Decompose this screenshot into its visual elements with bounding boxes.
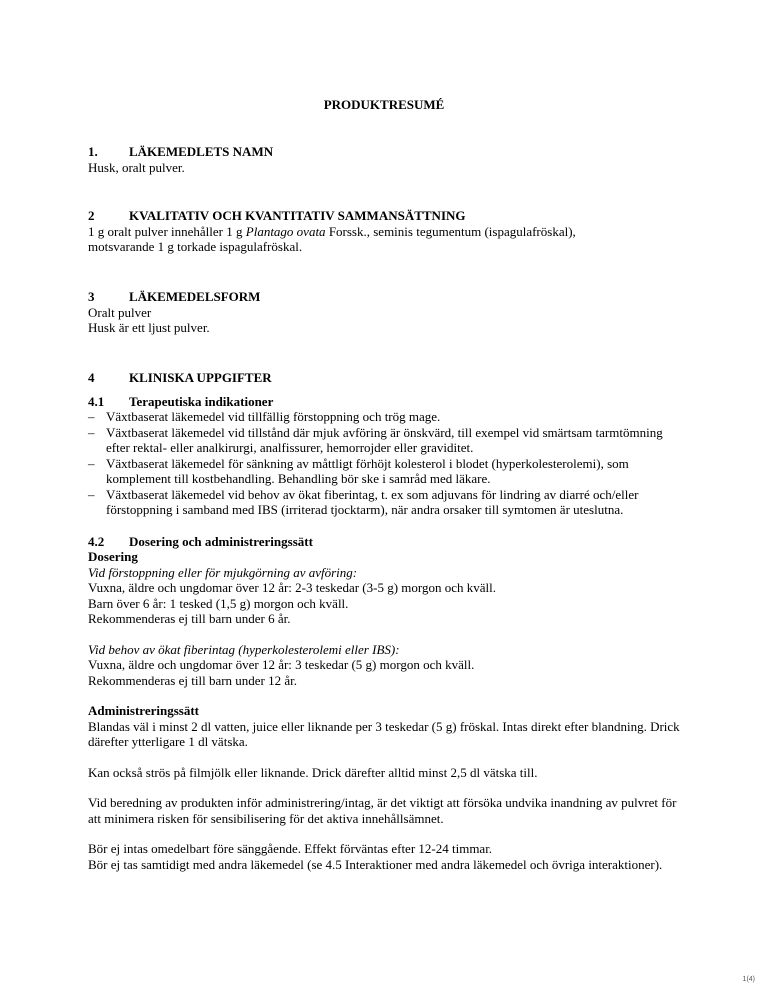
page-number: 1(4) xyxy=(742,975,755,983)
composition-part: 1 g oralt pulver innehåller 1 g xyxy=(88,223,246,239)
section-number: 2 xyxy=(88,208,95,223)
dosage-line: Barn över 6 år: 1 tesked (1,5 g) morgon och kväll. xyxy=(88,595,349,611)
section-1 xyxy=(88,144,688,175)
subsection-title: Terapeutiska indikationer xyxy=(129,393,274,409)
list-item: – Växtbaserat läkemedel vid behov av ökat fiberintag, t. ex som adjuvans för lindring av diarré och/eller förstoppning i samband med IBS (irriterad tjocktarm), när andra orsaker till symtomen är uteslutna. xyxy=(88,487,684,518)
dosage-subheading: Vid behov av ökat fiberintag (hyperkolesterolemi eller IBS): xyxy=(88,641,400,657)
section-number: 1. xyxy=(88,144,98,159)
dosage-line: Rekommenderas ej till barn under 12 år. xyxy=(88,672,298,688)
section-title: KLINISKA UPPGIFTER xyxy=(129,370,272,385)
section-number: 4 xyxy=(88,370,95,385)
document-title: PRODUKTRESUMÉ xyxy=(323,97,445,112)
section-title: KVALITATIV OCH KVANTITATIV SAMMANSÄTTNING xyxy=(129,208,466,223)
section-2-heading xyxy=(88,208,688,224)
section-title: LÄKEMEDELSFORM xyxy=(129,289,261,304)
dosage-line: Vuxna, äldre och ungdomar över 12 år: 2-3 teskedar (3-5 g) morgon och kväll. xyxy=(88,580,496,595)
dosering-heading: Dosering xyxy=(88,549,138,564)
section-4 xyxy=(88,370,684,872)
section-4-heading xyxy=(88,370,684,386)
section-2 xyxy=(88,208,688,255)
product-name: Husk, oralt pulver. xyxy=(88,159,185,175)
section-3-heading xyxy=(88,289,688,305)
dosage-line: Rekommenderas ej till barn under 6 år. xyxy=(88,611,291,626)
indications-list xyxy=(88,409,684,518)
administration-line: Bör ej intas omedelbart före sänggående. Effekt förväntas efter 12-24 timmar. xyxy=(88,841,493,856)
dosage-line: Vuxna, äldre och ungdomar över 12 år: 3 teskedar (5 g) morgon och kväll. xyxy=(88,657,475,672)
form-line: Husk är ett ljust pulver. xyxy=(88,320,210,335)
form-line: Oralt pulver xyxy=(88,304,152,320)
list-item: – Växtbaserat läkemedel vid tillfällig förstoppning och trög mage. xyxy=(88,409,684,425)
administration-paragraph: Kan också strös på filmjölk eller liknande. Drick därefter alltid minst 2,5 dl vätska till. xyxy=(88,764,538,780)
subsection-number: 4.2 xyxy=(88,533,105,549)
latin-name: Plantago ovata xyxy=(245,223,326,239)
section-number: 3 xyxy=(88,289,95,304)
administration-line: Bör ej tas samtidigt med andra läkemedel (se 4.5 Interaktioner med andra läkemedel och övriga interaktioner). xyxy=(88,856,663,872)
subsection-title: Dosering och administreringssätt xyxy=(129,533,313,549)
section-3 xyxy=(88,289,688,336)
administration-paragraph: Vid beredning av produkten inför administrering/intag, är det viktigt att försöka undvika inandning av pulvret för att minimera risken för sensibilisering för det aktiva innehållsämnet. xyxy=(88,795,677,826)
list-item: – Växtbaserat läkemedel för sänkning av måttligt förhöjt kolesterol i blodet (hyperkolesterolemi), som komplement till kostbehandling. Behandling bör ske i samråd med läkare. xyxy=(88,456,684,487)
composition-part: Forssk., seminis tegumentum (ispagulafröskal), xyxy=(325,223,576,239)
dosage-subheading: Vid förstoppning eller för mjukgörning av avföring: xyxy=(88,564,358,580)
composition-part: motsvarande 1 g torkade ispagulafröskal. xyxy=(88,239,303,254)
subsection-number: 4.1 xyxy=(88,393,105,409)
administration-paragraph: Blandas väl i minst 2 dl vatten, juice eller liknande per 3 teskedar (5 g) fröskal. Intas direkt efter blandning. Drick därefter ytterligare 1 dl vätska. xyxy=(88,718,680,749)
section-title: LÄKEMEDLETS NAMN xyxy=(129,144,274,159)
subsection-4-1-heading xyxy=(88,394,684,410)
subsection-4-2-heading xyxy=(88,534,684,550)
section-1-heading xyxy=(88,144,688,160)
administration-heading: Administreringssätt xyxy=(88,703,199,718)
composition-text xyxy=(88,224,688,255)
list-item: – Växtbaserat läkemedel vid tillstånd där mjuk avföring är önskvärd, till exempel vid smärtsam tarmtömning efter rektal- eller analkirurgi, analfissurer, hemorrojder eller graviditet. xyxy=(88,425,684,456)
